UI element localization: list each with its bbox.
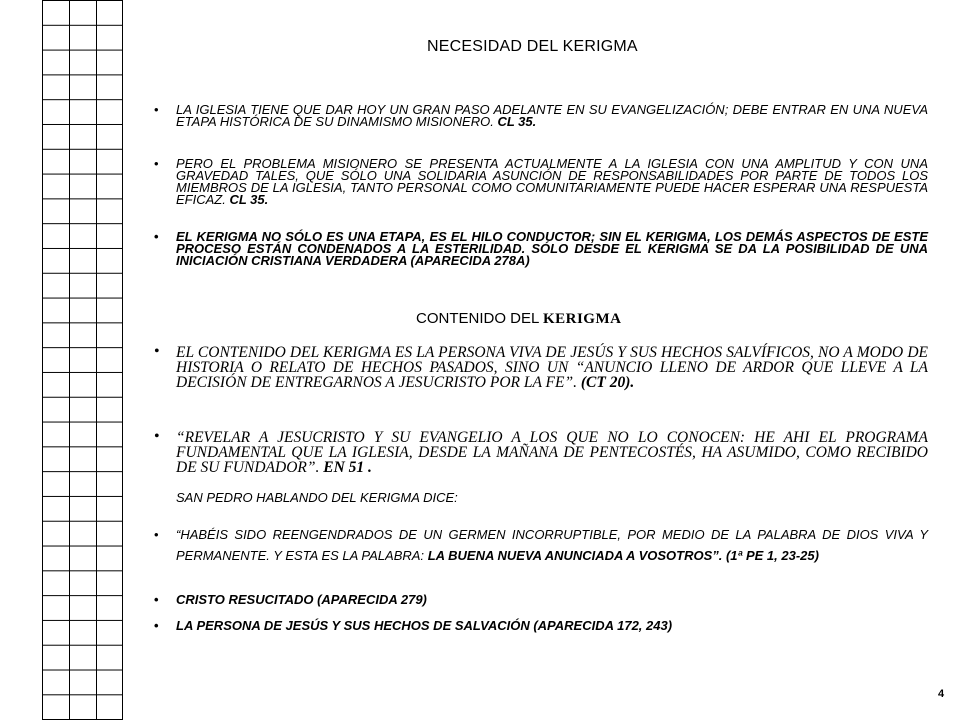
paragraph-4-ref: (CT 20). xyxy=(580,374,635,391)
section-subtitle-prefix: CONTENIDO DEL xyxy=(416,310,539,327)
paragraph-6-text: “HABÉIS SIDO REENGENDRADOS DE UN GERMEN INCORRUPTIBLE, POR MEDIO DE LA PALABRA DE DIOS VIVA Y PERMANENTE. Y ESTA ES LA PALABRA: xyxy=(176,527,928,563)
paragraph-2 xyxy=(154,156,928,207)
bullet-icon: • xyxy=(154,229,159,244)
paragraph-3-text: EL KERIGMA NO SÓLO ES UNA ETAPA, ES EL HILO CONDUCTOR; SIN EL KERIGMA, LOS DEMÁS ASPECTOS DE ESTE PROCESO ESTÁN CONDENADOS A LA ESTERILIDAD. SÓLO DESDE EL KERIGMA SE DA LA POSIBILIDAD DE UNA INICIACIÓN CRISTIANA VERDADERA (APARECIDA 278A) xyxy=(176,229,928,268)
paragraph-5 xyxy=(154,428,928,476)
paragraph-4 xyxy=(154,343,928,391)
paragraph-1-ref: CL 35. xyxy=(497,114,537,129)
paragraph-6 xyxy=(154,524,928,566)
section-subtitle xyxy=(416,310,621,328)
page-number: 4 xyxy=(938,688,945,700)
paragraph-4-text: EL CONTENIDO DEL KERIGMA ES LA PERSONA VIVA DE JESÚS Y SUS HECHOS SALVÍFICOS, NO A MODO DE HISTORIA O RELATO DE HECHOS PASADOS, SINO UN “ANUNCIO LLENO DE ARDOR QUE LLEVE A LA DECISIÓN DE ENTREGARNOS A JESUCRISTO POR LA FE”. xyxy=(176,344,928,391)
paragraph-6-ref: LA BUENA NUEVA ANUNCIADA A VOSOTROS”. (1ª PE 1, 23-25) xyxy=(427,548,819,563)
bullet-icon: • xyxy=(154,428,160,445)
intro-line: SAN PEDRO HABLANDO DEL KERIGMA DICE: xyxy=(176,490,458,505)
bullet-icon: • xyxy=(154,102,159,117)
bullet-icon: • xyxy=(154,527,159,542)
paragraph-3 xyxy=(154,229,928,268)
bullet-icon: • xyxy=(154,343,160,360)
section-subtitle-keyword: KERIGMA xyxy=(542,311,622,327)
paragraph-1-text: LA IGLESIA TIENE QUE DAR HOY UN GRAN PASO ADELANTE EN SU EVANGELIZACIÓN; DEBE ENTRAR EN UNA NUEVA ETAPA HISTÓRICA DE SU DINAMISMO MISIONERO. xyxy=(176,102,928,129)
paragraph-8 xyxy=(154,618,928,633)
margin-grid xyxy=(42,0,123,720)
paragraph-7 xyxy=(154,592,928,607)
paragraph-2-ref: CL 35. xyxy=(229,192,269,207)
bullet-icon: • xyxy=(154,618,159,633)
bullet-icon: • xyxy=(154,156,159,171)
page-title: NECESIDAD DEL KERIGMA xyxy=(427,38,638,55)
paragraph-5-ref: EN 51 . xyxy=(323,459,372,476)
bullet-icon: • xyxy=(154,592,159,607)
paragraph-7-text: CRISTO RESUCITADO (APARECIDA 279) xyxy=(176,592,427,607)
paragraph-5-text: “REVELAR A JESUCRISTO Y SU EVANGELIO A LOS QUE NO LO CONOCEN: HE AHI EL PROGRAMA FUNDAMENTAL QUE LA IGLESIA, DESDE LA MAÑANA DE PENTECOSTÉS, HA ASUMIDO, COMO RECIBIDO DE SU FUNDADOR”. xyxy=(176,429,928,476)
paragraph-2-text: PERO EL PROBLEMA MISIONERO SE PRESENTA ACTUALMENTE A LA IGLESIA CON UNA AMPLITUD Y CON UNA GRAVEDAD TALES, QUE SÓLO UNA SOLIDARIA ASUNCIÓN DE RESPONSABILIDADES POR PARTE DE TODOS LOS MIEMBROS DE LA IGLESIA, TANTO PERSONAL COMO COMUNITARIAMENTE PUEDE HACER ESPERAR UNA RESPUESTA EFICAZ. xyxy=(176,156,928,207)
paragraph-8-text: LA PERSONA DE JESÚS Y SUS HECHOS DE SALVACIÓN (APARECIDA 172, 243) xyxy=(176,618,673,633)
paragraph-1 xyxy=(154,102,928,129)
